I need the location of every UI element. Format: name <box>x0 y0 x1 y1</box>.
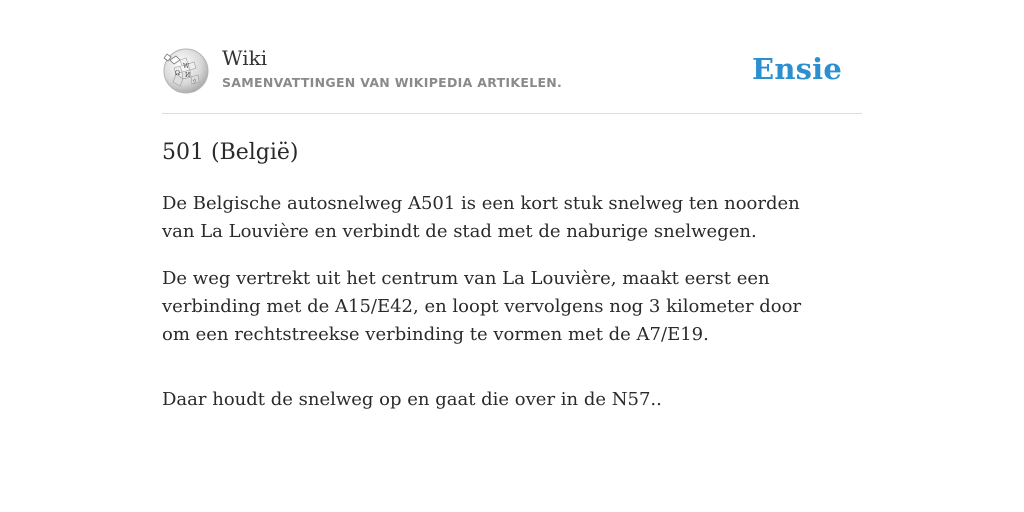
article-title: 501 (België) <box>162 140 299 165</box>
article-paragraph: De weg vertrekt uit het centrum van La Louvière, maakt eerst een verbinding met de A15/E42, en loopt vervolgens nog 3 kilometer door om een rechtstreekse verbinding te vormen met de A7/E19. <box>162 268 802 345</box>
article-paragraph: De Belgische autosnelweg A501 is een kort stuk snelweg ten noorden van La Louvière en verbindt de stad met de naburige snelwegen. <box>162 193 800 242</box>
svg-text:W: W <box>183 63 190 70</box>
svg-text:ウ: ウ <box>192 79 198 85</box>
site-header <box>162 46 862 98</box>
article-body <box>162 190 832 433</box>
svg-text:И: И <box>185 72 191 79</box>
article-paragraph: Daar houdt de snelweg op en gaat die over in de N57.. <box>162 389 662 410</box>
header-divider <box>162 113 862 114</box>
svg-text:Ω: Ω <box>175 70 180 77</box>
site-tagline: SAMENVATTINGEN VAN WIKIPEDIA ARTIKELEN. <box>222 75 563 90</box>
wikipedia-globe-icon[interactable] <box>162 46 210 94</box>
site-name[interactable]: Wiki <box>222 46 268 70</box>
ensie-link[interactable]: Ensie <box>752 52 842 86</box>
